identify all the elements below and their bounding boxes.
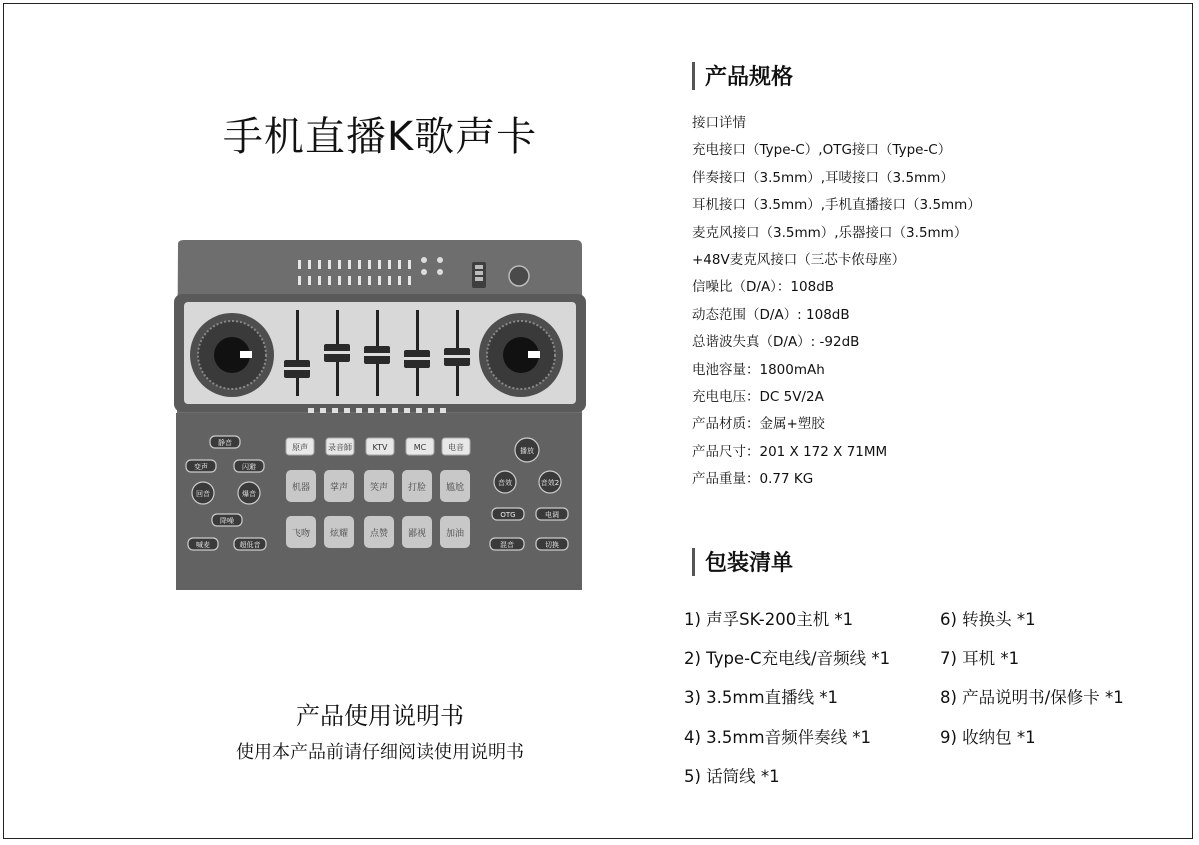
product-title: 手机直播K歌声卡 bbox=[222, 113, 538, 160]
device-pad-label: 鄙视 bbox=[407, 529, 427, 539]
spec-list bbox=[692, 112, 1172, 495]
spec-line: 产品材质：金属+塑胶 bbox=[692, 416, 825, 433]
device-right-button-label: 混音 bbox=[500, 541, 514, 549]
device-mode-label: 原声 bbox=[292, 443, 308, 452]
spec-line: 麦克风接口（3.5mm）,乐器接口（3.5mm） bbox=[692, 224, 968, 241]
device-left-button-label: 爆音 bbox=[242, 490, 256, 498]
device-left-button-label: 喊麦 bbox=[196, 541, 210, 549]
device-pad-label: 打脸 bbox=[407, 483, 427, 493]
device-left-button-label: 降噪 bbox=[220, 517, 234, 525]
package-item: 5) 话筒线 *1 bbox=[684, 767, 780, 786]
device-pad-label: 炫耀 bbox=[329, 529, 349, 539]
heading-bar bbox=[692, 548, 695, 576]
sound-card-image bbox=[170, 238, 590, 594]
package-heading bbox=[692, 546, 793, 577]
device-right-button-label: OTG bbox=[500, 511, 516, 519]
package-item: 4) 3.5mm音频伴奏线 *1 bbox=[684, 728, 872, 747]
package-item: 9) 收纳包 *1 bbox=[940, 728, 1036, 747]
device-pad-label: 机器 bbox=[291, 483, 311, 493]
package-item: 2) Type-C充电线/音频线 *1 bbox=[684, 649, 891, 668]
device-left-button-label: 变声 bbox=[194, 463, 208, 471]
spec-line: 接口详情 bbox=[692, 115, 746, 131]
spec-line: 动态范围（D/A）: 108dB bbox=[692, 306, 850, 323]
package-item: 1) 声孚SK-200主机 *1 bbox=[684, 610, 854, 629]
device-left-button-label: 超低音 bbox=[239, 541, 261, 549]
spec-line: 耳机接口（3.5mm）,手机直播接口（3.5mm） bbox=[692, 197, 981, 214]
package-item: 8) 产品说明书/保修卡 *1 bbox=[940, 688, 1124, 707]
spec-line: 总谐波失真（D/A）: -92dB bbox=[692, 334, 860, 351]
spec-line: +48V麦克风接口（三芯卡侬母座） bbox=[692, 251, 906, 268]
device-right-button-label: 音效 bbox=[498, 479, 512, 487]
spec-line: 充电电压：DC 5V/2A bbox=[692, 388, 824, 405]
device-right-button-label: 电调 bbox=[545, 511, 559, 519]
manual-subtitle: 使用本产品前请仔细阅读使用说明书 bbox=[236, 742, 524, 763]
spec-line: 信噪比（D/A）：108dB bbox=[692, 279, 835, 296]
device-mode-label: 电音 bbox=[448, 443, 464, 452]
device-left-button-label: 回音 bbox=[196, 490, 210, 498]
package-item: 7) 耳机 *1 bbox=[940, 649, 1020, 668]
device-left-button-label: 闪避 bbox=[242, 463, 256, 471]
device-pad-label: 尴尬 bbox=[445, 483, 465, 493]
spec-line: 电池容量：1800mAh bbox=[692, 361, 825, 378]
device-left-button-label: 静音 bbox=[218, 439, 232, 447]
spec-line: 伴奏接口（3.5mm）,耳唛接口（3.5mm） bbox=[692, 169, 954, 186]
device-mode-label: 录音師 bbox=[328, 443, 352, 452]
spec-line: 充电接口（Type-C）,OTG接口（Type-C） bbox=[692, 142, 952, 159]
device-right-button-label: 音效2 bbox=[540, 479, 560, 487]
device-right-button-label: 播放 bbox=[520, 447, 534, 455]
manual-title: 产品使用说明书 bbox=[296, 702, 464, 730]
device-pad-label: 加油 bbox=[445, 529, 465, 539]
package-item: 3) 3.5mm直播线 *1 bbox=[684, 688, 839, 707]
device-pad-label: 点赞 bbox=[369, 529, 389, 539]
device-pad-label: 飞吻 bbox=[291, 529, 311, 539]
specs-heading-text: 产品规格 bbox=[705, 65, 794, 90]
package-item: 6) 转换头 *1 bbox=[940, 610, 1036, 629]
package-heading-text: 包装清单 bbox=[705, 551, 794, 576]
device-mode-label: MC bbox=[413, 443, 427, 452]
device-pad-label: 笑声 bbox=[369, 483, 389, 493]
device-mode-label: KTV bbox=[372, 443, 388, 452]
spec-line: 产品重量：0.77 KG bbox=[692, 471, 814, 488]
specs-heading bbox=[692, 60, 793, 91]
device-right-button-label: 切换 bbox=[545, 541, 559, 549]
spec-line: 产品尺寸：201 X 172 X 71MM bbox=[692, 443, 888, 460]
device-pad-label: 掌声 bbox=[329, 483, 349, 493]
heading-bar bbox=[692, 62, 695, 90]
